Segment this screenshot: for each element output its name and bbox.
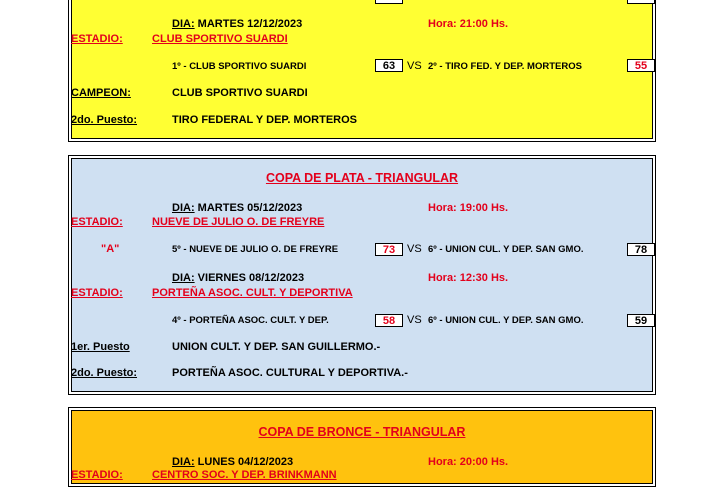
bronce-stadium1-value: CENTRO SOC. Y DEP. BRINKMANN xyxy=(152,469,337,481)
plata-hora2: Hora: 12:30 Hs. xyxy=(428,272,509,284)
final-champion-label: CAMPEON: xyxy=(71,87,131,99)
final-team1: 1º - CLUB SPORTIVO SUARDI xyxy=(172,61,307,72)
plata-m2-vs: VS xyxy=(407,314,422,326)
cut-score-box-left xyxy=(375,0,403,4)
bronce-title: COPA DE BRONCE - TRIANGULAR xyxy=(258,425,466,439)
final-day-label: DIA: xyxy=(172,18,195,30)
final-day-value: MARTES 12/12/2023 xyxy=(197,18,303,30)
plata-day1-label: DIA: xyxy=(172,202,195,214)
plata-m2-score2: 59 xyxy=(627,314,655,327)
plata-first-value: UNION CULT. Y DEP. SAN GUILLERMO.- xyxy=(172,341,381,353)
final-second-label: 2do. Puesto: xyxy=(71,114,138,126)
bronce-day1-value: LUNES 04/12/2023 xyxy=(197,456,294,468)
plata-m2-team2: 6º - UNION CUL. Y DEP. SAN GMO. xyxy=(428,315,584,326)
final-day xyxy=(172,18,302,30)
final-vs: VS xyxy=(407,60,422,72)
bronce-hora1: Hora: 20:00 Hs. xyxy=(428,456,509,468)
cut-score-box-right xyxy=(627,0,655,4)
bronce-day1-label: DIA: xyxy=(172,456,195,468)
bronce-day1 xyxy=(172,456,293,468)
plata-stadium2-label: ESTADIO: xyxy=(71,287,123,299)
plata-second-value: PORTEÑA ASOC. CULTURAL Y DEPORTIVA.- xyxy=(172,367,408,379)
plata-stadium1-value: NUEVE DE JULIO O. DE FREYRE xyxy=(152,216,325,228)
plata-m1-score2: 78 xyxy=(627,243,655,256)
plata-m1-team1: 5º - NUEVE DE JULIO O. DE FREYRE xyxy=(172,244,339,255)
plata-day2-value: VIERNES 08/12/2023 xyxy=(197,272,305,284)
plata-day1-value: MARTES 05/12/2023 xyxy=(197,202,303,214)
plata-m1-team2: 6º - UNION CUL. Y DEP. SAN GMO. xyxy=(428,244,584,255)
plata-title: COPA DE PLATA - TRIANGULAR xyxy=(265,171,459,185)
plata-panel xyxy=(68,155,656,395)
plata-day2 xyxy=(172,272,304,284)
plata-hora1: Hora: 19:00 Hs. xyxy=(428,202,509,214)
final-second-value: TIRO FEDERAL Y DEP. MORTEROS xyxy=(172,114,357,126)
final-champion-value: CLUB SPORTIVO SUARDI xyxy=(172,87,308,99)
final-score2: 55 xyxy=(627,59,655,72)
final-team2: 2º - TIRO FED. Y DEP. MORTEROS xyxy=(428,61,582,72)
plata-m1-vs: VS xyxy=(407,243,422,255)
plata-stadium2-value: PORTEÑA ASOC. CULT. Y DEPORTIVA xyxy=(152,287,353,299)
plata-group-a: "A" xyxy=(101,243,120,255)
plata-m2-team1: 4º - PORTEÑA ASOC. CULT. Y DEP. xyxy=(172,315,329,326)
plata-second-label: 2do. Puesto: xyxy=(71,367,138,379)
plata-m2-score1: 58 xyxy=(375,314,403,327)
plata-stadium1-label: ESTADIO: xyxy=(71,216,123,228)
final-stadium-label: ESTADIO: xyxy=(71,33,123,45)
plata-m1-score1: 73 xyxy=(375,243,403,256)
bronce-stadium1-label: ESTADIO: xyxy=(71,469,123,481)
plata-first-label: 1er. Puesto xyxy=(71,341,130,353)
final-stadium-value: CLUB SPORTIVO SUARDI xyxy=(152,33,288,45)
final-score1: 63 xyxy=(375,59,403,72)
final-hora: Hora: 21:00 Hs. xyxy=(428,18,509,30)
plata-day2-label: DIA: xyxy=(172,272,195,284)
plata-day1 xyxy=(172,202,302,214)
